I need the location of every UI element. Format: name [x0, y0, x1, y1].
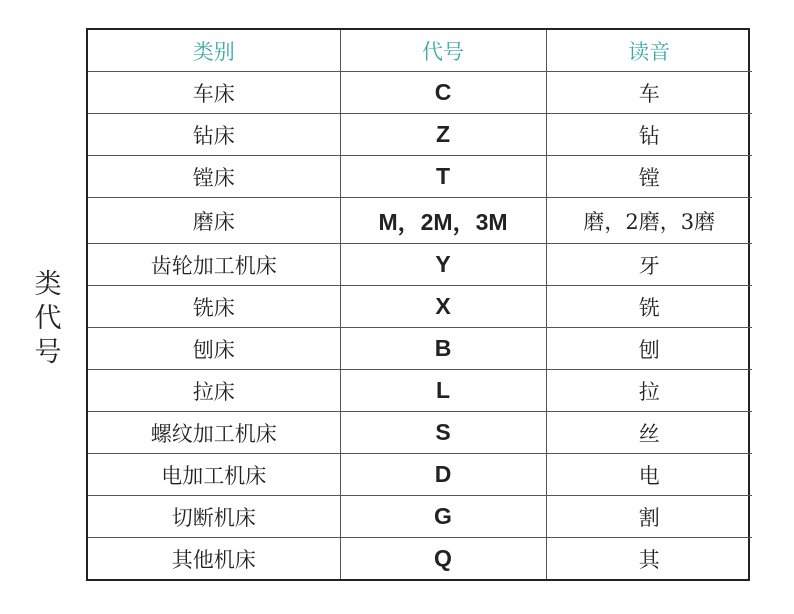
cell-reading: 其 [546, 538, 752, 579]
cell-category: 切断机床 [88, 496, 340, 538]
cell-category: 刨床 [88, 328, 340, 370]
cell-category: 螺纹加工机床 [88, 412, 340, 454]
table-row [88, 72, 752, 114]
cell-code: D [340, 454, 546, 496]
machine-code-table [86, 28, 750, 581]
side-label-char: 代 [34, 303, 62, 334]
side-label [28, 268, 68, 370]
table-row [88, 198, 752, 244]
cell-category: 镗床 [88, 156, 340, 198]
cell-category: 铣床 [88, 286, 340, 328]
cell-code: Y [340, 244, 546, 286]
cell-code: S [340, 412, 546, 454]
table-row [88, 286, 752, 328]
table-row [88, 454, 752, 496]
cell-reading: 丝 [546, 412, 752, 454]
side-label-char: 类 [34, 269, 62, 300]
cell-code: Z [340, 114, 546, 156]
cell-reading: 刨 [546, 328, 752, 370]
cell-code: T [340, 156, 546, 198]
table-row [88, 244, 752, 286]
cell-code: M，2M，3M [340, 198, 546, 244]
cell-code: Q [340, 538, 546, 579]
cell-code: B [340, 328, 546, 370]
cell-reading: 磨，2磨，3磨 [546, 198, 752, 244]
table-row [88, 114, 752, 156]
cell-code: C [340, 72, 546, 114]
cell-reading: 拉 [546, 370, 752, 412]
cell-reading: 牙 [546, 244, 752, 286]
table-row [88, 370, 752, 412]
cell-category: 拉床 [88, 370, 340, 412]
table [88, 30, 752, 579]
side-label-char: 号 [34, 337, 62, 368]
cell-category: 齿轮加工机床 [88, 244, 340, 286]
table-row [88, 412, 752, 454]
table-row [88, 156, 752, 198]
cell-code: X [340, 286, 546, 328]
cell-category: 电加工机床 [88, 454, 340, 496]
table-header-row [88, 30, 752, 72]
table-row [88, 328, 752, 370]
cell-reading: 镗 [546, 156, 752, 198]
cell-reading: 割 [546, 496, 752, 538]
cell-category: 其他机床 [88, 538, 340, 579]
table-body [88, 72, 752, 580]
cell-category: 车床 [88, 72, 340, 114]
cell-code: L [340, 370, 546, 412]
cell-reading: 车 [546, 72, 752, 114]
cell-category: 钻床 [88, 114, 340, 156]
cell-category: 磨床 [88, 198, 340, 244]
header-code: 代号 [340, 30, 546, 72]
cell-reading: 钻 [546, 114, 752, 156]
header-category: 类别 [88, 30, 340, 72]
cell-reading: 铣 [546, 286, 752, 328]
table-row [88, 496, 752, 538]
cell-reading: 电 [546, 454, 752, 496]
cell-code: G [340, 496, 546, 538]
table-row [88, 538, 752, 579]
header-reading: 读音 [546, 30, 752, 72]
